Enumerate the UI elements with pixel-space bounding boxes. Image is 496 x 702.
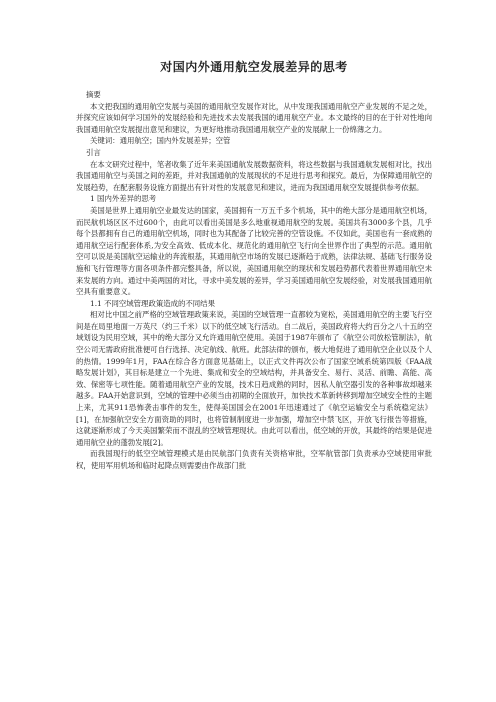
intro-label: 引言 bbox=[86, 147, 101, 157]
body-paragraph-1: 美国是世界上通用航空业最发达的国家，美国拥有一万五千多个机场，其中的绝大部分是通用航空机场，而民航机场区区不过600个，由此可以看出美国是多么地重视通用航空的发展。美国共有3000多个县，几乎每个县都拥有自己的通用航空机场，同时也为其配备了比较完善的空管设施。不仅如此，美国也有一套成熟的通用航空运行配套体系,为安全高效、低成本化、规范化的通用航空飞行向全世界作出了典型的示范。通用航空可以说是美国航空运输业的奔流根基，其通用航空市场的发展已逐渐趋于成熟，法律法规、基础飞行服务设施和飞行管理等方面各项条件都完整具备，所以说，美国通用航空的现状和发展趋势都代表着世界通用航空未来发展的方向。通过中美两国的对比，寻求中美发展的差异，学习美国通用航空发展经验，对发展我国通用航空具有重要意义。 bbox=[76, 205, 432, 297]
keywords-line: 关键词：通用航空；国内外发展差异；空管 bbox=[90, 136, 231, 146]
section-heading-1-1: 1.1 不同空域管理政策造成的不同结果 bbox=[90, 298, 215, 308]
document-title: 对国内外通用航空发展差异的思考 bbox=[160, 60, 348, 74]
section-heading-1: 1 国内外差异的思考 bbox=[90, 194, 157, 204]
intro-paragraph: 在本文研究过程中，笔者收集了近年来美国通航发展数据资料，将这些数据与我国通航发展相对比，找出我国通用航空与美国之间的差距，并对我国通航的发展现状的不足进行思考和探究。最后，为保障通用航空的发展趋势，在配套服务设施方面提出有针对性的发展意见和建议，进而为我国通用航空发展提供参考依据。 bbox=[76, 159, 432, 192]
abstract-paragraph: 本文把我国的通用航空发展与美国的通用航空发展作对比，从中发现我国通用航空产业发展的不足之处，并探究应该如何学习国外的发展经验和先进技术去发展我国的通用航空产业。本文最终的目的在于针对性地向我国通用航空发展提出意见和建议，为更好地推动我国通用航空产业的发展献上一份绵薄之力。 bbox=[76, 101, 432, 134]
body-paragraph-2: 相对比中国之前严格的空域管理政策来说，美国的空域管理一直都较为宽松，美国通用航空的主要飞行空间是在局里地面一万英尺（约三千米）以下的低空域飞行活动。自二战后，美国政府将大约百分之八十五的空域划设为民用空域，其中的绝大部分又允许通用航空使用。美国于1987年颁布了《航空公司放松管制法》，航空公司无需政府批准便可自行选择、决定航线、航班。此部法律的颁布，极大地促进了通用航空企业以及个人的热情。1999年1月，FAA在综合各方面意见基础上，以正式文件再次公布了国家空域系统第四版《FAA战略发展计划》，其目标是建立一个先进、集成和安全的空域结构，并具备安全、易行、灵活、前瞻、高能、高效、保密等七项性能。随着通用航空产业的发展，技术日趋成熟的同时，因私人航空器引发的各种事故却越来越多。FAA开始意识到，空域的管理中必须当由初期的全面放开，加快技术革新转移到增加空域安全性的主题上来，尤其911恐怖袭击事件的发生，使得美国国会在2001年迅速通过了《航空运输安全与系统稳定法》[1]，在加强航空安全方面资助的同时，也将管制制度进一步加强，增加空中禁飞区，开放飞行报告等措施，这就逐渐形成了今天美国繁荣而不混乱的空域管理现状。由此可以看出，低空域的开放，其最终的结果是促进通用航空业的蓬勃发展[2]。 bbox=[76, 310, 432, 447]
abstract-label: 摘要 bbox=[86, 90, 101, 99]
body-paragraph-3: 而我国现行的低空空域管理模式是由民航部门负责有关资格审批，空军航管部门负责承办空域使用审批权，使用军用机场和临时起降点则需要由作战部门批 bbox=[76, 449, 432, 470]
